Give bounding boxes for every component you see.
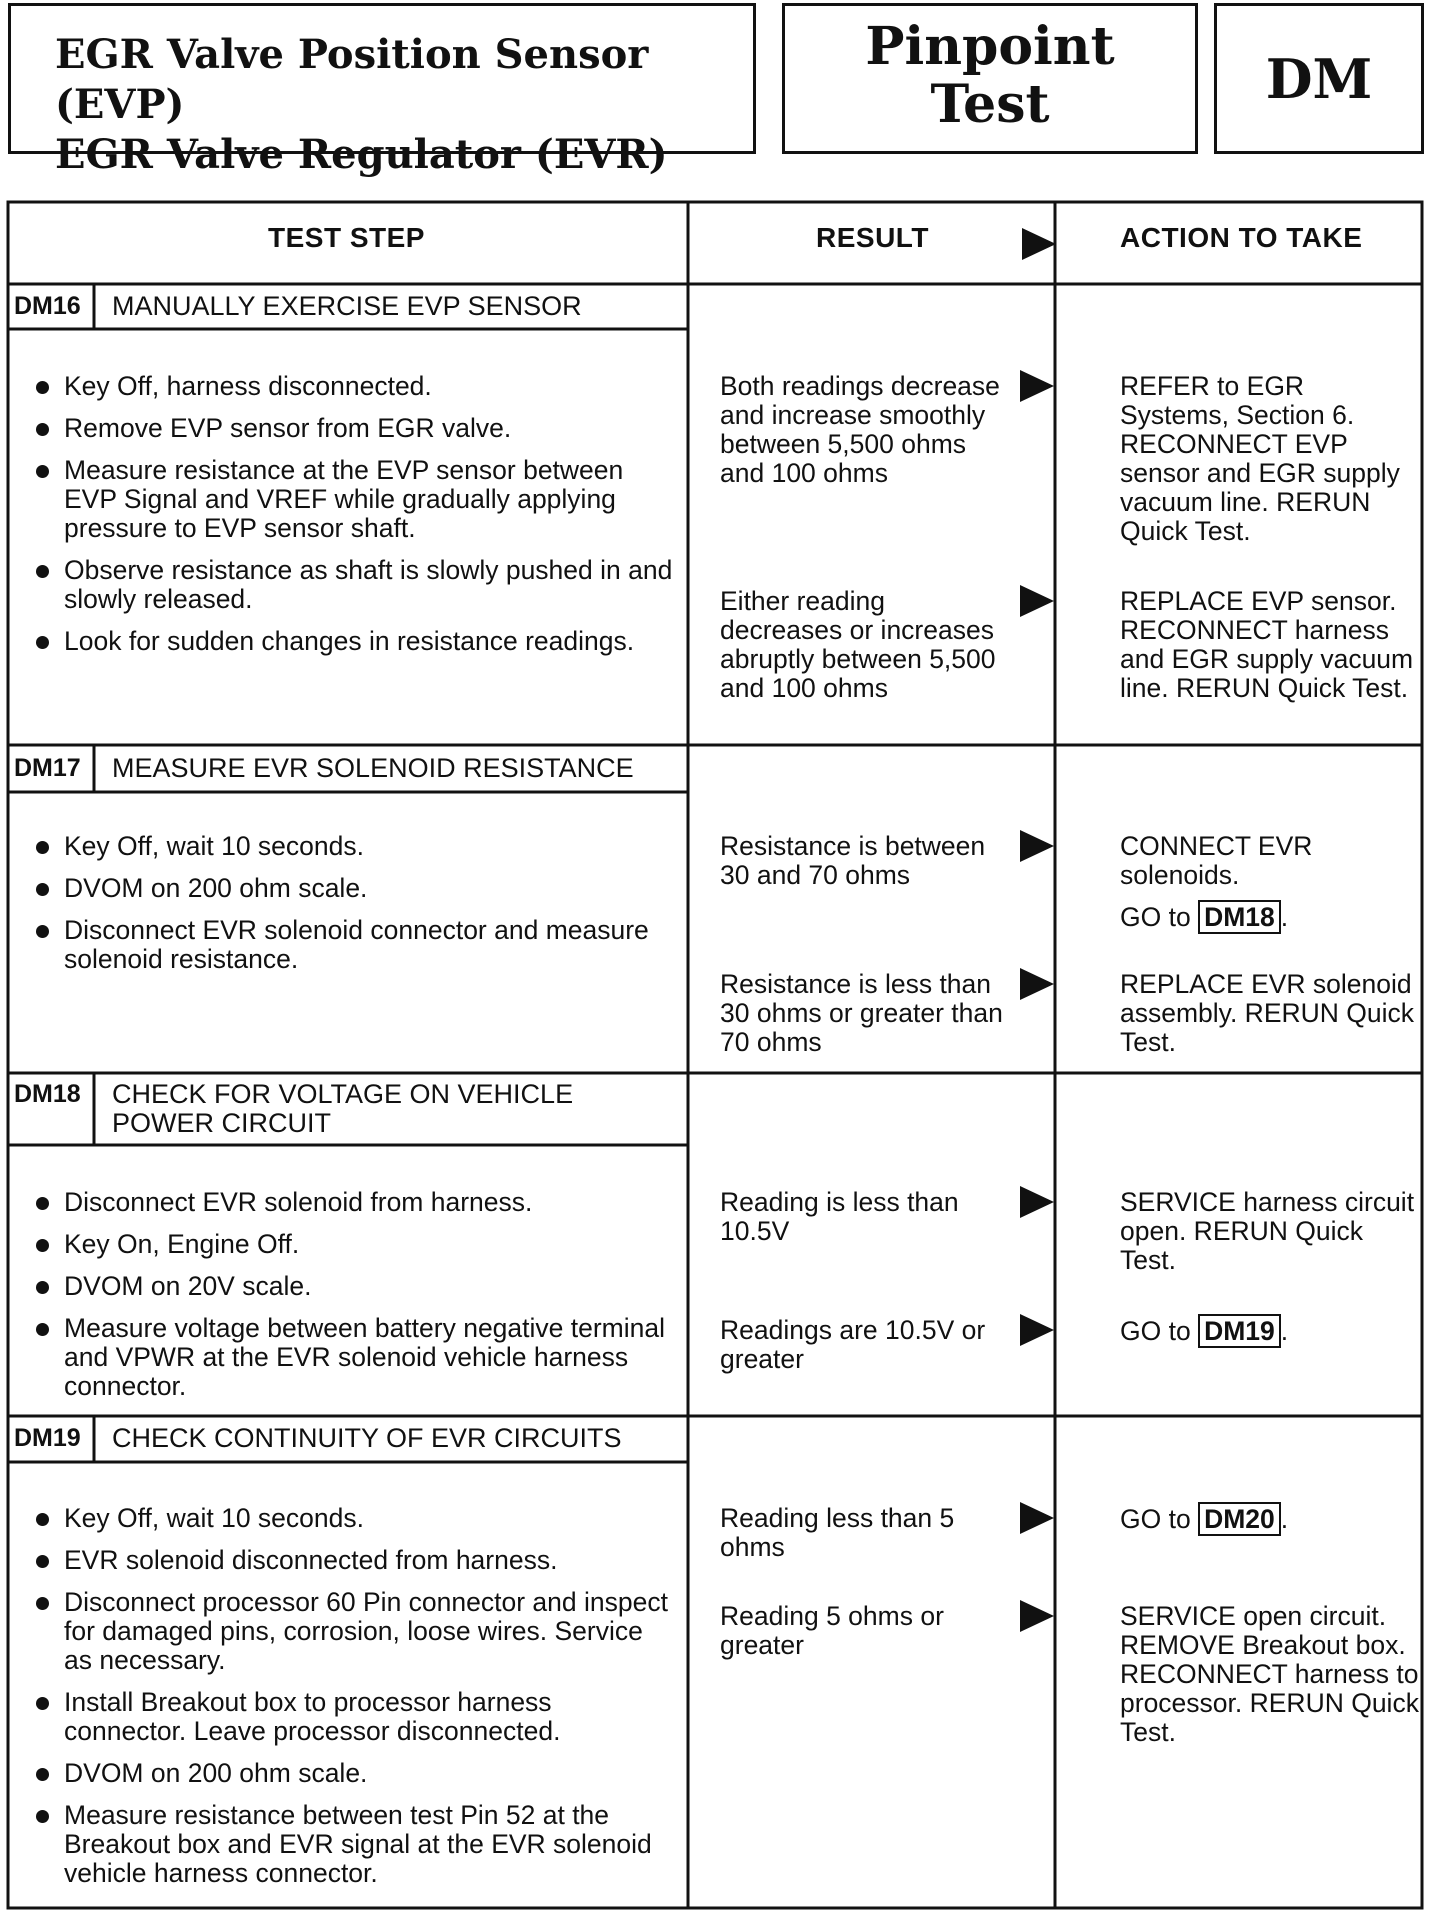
step-instructions: [36, 832, 676, 987]
instruction-item: Look for sudden changes in resistance readings.: [36, 627, 676, 656]
action-block: [1120, 832, 1420, 934]
action-text: REPLACE EVR solenoid assembly. RERUN Quick Test.: [1120, 969, 1415, 1057]
bullet-icon: [36, 841, 49, 854]
result-text: Either reading decreases or increases abruptly between 5,500 and 100 ohms: [720, 586, 996, 703]
bullet-icon: [36, 1697, 49, 1710]
step-id: DM16: [14, 292, 81, 320]
step-title: MEASURE EVR SOLENOID RESISTANCE: [112, 753, 634, 783]
bullet-icon: [36, 1597, 49, 1610]
bullet-icon: [36, 636, 49, 649]
bullet-icon: [36, 1555, 49, 1568]
instruction-item: Key On, Engine Off.: [36, 1230, 676, 1259]
result-arrow-icon: [1020, 1186, 1054, 1218]
result-text: Resistance is between 30 and 70 ohms: [720, 831, 986, 890]
bullet-icon: [36, 883, 49, 896]
bullet-icon: [36, 1323, 49, 1336]
action-text: REPLACE EVP sensor. RECONNECT harness and EGR supply vacuum line. RERUN Quick Test.: [1120, 586, 1414, 703]
goto-prefix: GO to: [1120, 1504, 1191, 1534]
instruction-item: DVOM on 200 ohm scale.: [36, 1759, 676, 1788]
goto-step-link[interactable]: DM19: [1198, 1314, 1281, 1348]
instruction-item: Measure resistance between test Pin 52 at the Breakout box and EVR signal at the EVR solenoid vehicle harness connector.: [36, 1801, 676, 1888]
instruction-item: Key Off, wait 10 seconds.: [36, 1504, 676, 1533]
step-id: DM17: [14, 754, 81, 782]
goto-step-link[interactable]: DM18: [1198, 900, 1281, 934]
action-text: SERVICE harness circuit open. RERUN Quick Test.: [1120, 1187, 1415, 1275]
instruction-item: Key Off, wait 10 seconds.: [36, 832, 676, 861]
goto-line: [1120, 1502, 1420, 1536]
bullet-icon: [36, 565, 49, 578]
bullet-icon: [36, 1768, 49, 1781]
action-text: REFER to EGR Systems, Section 6. RECONNECT EVP sensor and EGR supply vacuum line. RERUN Quick Test.: [1120, 371, 1400, 546]
pinpoint-label: Pinpoint: [865, 16, 1115, 77]
bullet-icon: [36, 1197, 49, 1210]
step-id: DM18: [14, 1080, 81, 1108]
header-result: RESULT: [816, 222, 929, 253]
title-line-1: EGR Valve Position Sensor (EVP): [55, 31, 649, 128]
action-text: CONNECT EVR solenoids.: [1120, 831, 1313, 890]
goto-line: [1120, 900, 1420, 934]
result-arrow-icon: [1020, 1600, 1054, 1632]
instruction-item: Measure resistance at the EVP sensor between EVP Signal and VREF while gradually applying pressure to EVP sensor shaft.: [36, 456, 676, 543]
title-line-2: EGR Valve Regulator (EVR): [55, 131, 668, 178]
instruction-item: Remove EVP sensor from EGR valve.: [36, 414, 676, 443]
instruction-item: Disconnect EVR solenoid from harness.: [36, 1188, 676, 1217]
result-text: Both readings decrease and increase smoothly between 5,500 ohms and 100 ohms: [720, 371, 1000, 488]
result-text: Reading 5 ohms or greater: [720, 1601, 944, 1660]
header-test-step: TEST STEP: [268, 222, 425, 253]
goto-line: [1120, 1314, 1420, 1348]
result-arrow-icon: [1020, 968, 1054, 1000]
bullet-icon: [36, 1513, 49, 1526]
bullet-icon: [36, 381, 49, 394]
instruction-item: Disconnect processor 60 Pin connector and inspect for damaged pins, corrosion, loose wires. Service as necessary.: [36, 1588, 676, 1675]
instruction-item: DVOM on 200 ohm scale.: [36, 874, 676, 903]
bullet-icon: [36, 1239, 49, 1252]
instruction-item: Observe resistance as shaft is slowly pushed in and slowly released.: [36, 556, 676, 614]
result-arrow-icon: [1020, 830, 1054, 862]
bullet-icon: [36, 1810, 49, 1823]
goto-suffix: .: [1280, 1316, 1289, 1346]
step-instructions: [36, 1504, 676, 1901]
test-label: Test: [930, 74, 1050, 135]
result-text: Reading less than 5 ohms: [720, 1503, 955, 1562]
bullet-icon: [36, 1281, 49, 1294]
result-text: Resistance is less than 30 ohms or greater than 70 ohms: [720, 969, 1003, 1057]
test-code: DM: [1265, 46, 1373, 111]
result-arrow-icon: [1020, 370, 1054, 402]
result-text: Readings are 10.5V or greater: [720, 1315, 986, 1374]
goto-suffix: .: [1280, 1504, 1289, 1534]
step-title: CHECK CONTINUITY OF EVR CIRCUITS: [112, 1423, 622, 1453]
bullet-icon: [36, 925, 49, 938]
header-arrow-icon: [1022, 228, 1056, 260]
instruction-item: Disconnect EVR solenoid connector and measure solenoid resistance.: [36, 916, 676, 974]
result-arrow-icon: [1020, 1314, 1054, 1346]
header-action: ACTION TO TAKE: [1120, 222, 1363, 253]
step-instructions: [36, 372, 676, 669]
instruction-item: Key Off, harness disconnected.: [36, 372, 676, 401]
goto-prefix: GO to: [1120, 1316, 1191, 1346]
instruction-item: Install Breakout box to processor harness connector. Leave processor disconnected.: [36, 1688, 676, 1746]
goto-suffix: .: [1280, 902, 1289, 932]
bullet-icon: [36, 465, 49, 478]
result-arrow-icon: [1020, 585, 1054, 617]
result-text: Reading is less than 10.5V: [720, 1187, 959, 1246]
instruction-item: DVOM on 20V scale.: [36, 1272, 676, 1301]
goto-prefix: GO to: [1120, 902, 1191, 932]
bullet-icon: [36, 423, 49, 436]
step-instructions: [36, 1188, 676, 1414]
result-arrow-icon: [1020, 1502, 1054, 1534]
step-title: CHECK FOR VOLTAGE ON VEHICLE POWER CIRCUIT: [112, 1079, 574, 1138]
action-text: SERVICE open circuit. REMOVE Breakout box. RECONNECT harness to processor. RERUN Quick Test.: [1120, 1601, 1419, 1747]
instruction-item: Measure voltage between battery negative terminal and VPWR at the EVR solenoid vehicle harness connector.: [36, 1314, 676, 1401]
instruction-item: EVR solenoid disconnected from harness.: [36, 1546, 676, 1575]
goto-step-link[interactable]: DM20: [1198, 1502, 1281, 1536]
step-title: MANUALLY EXERCISE EVP SENSOR: [112, 291, 582, 321]
step-id: DM19: [14, 1424, 81, 1452]
